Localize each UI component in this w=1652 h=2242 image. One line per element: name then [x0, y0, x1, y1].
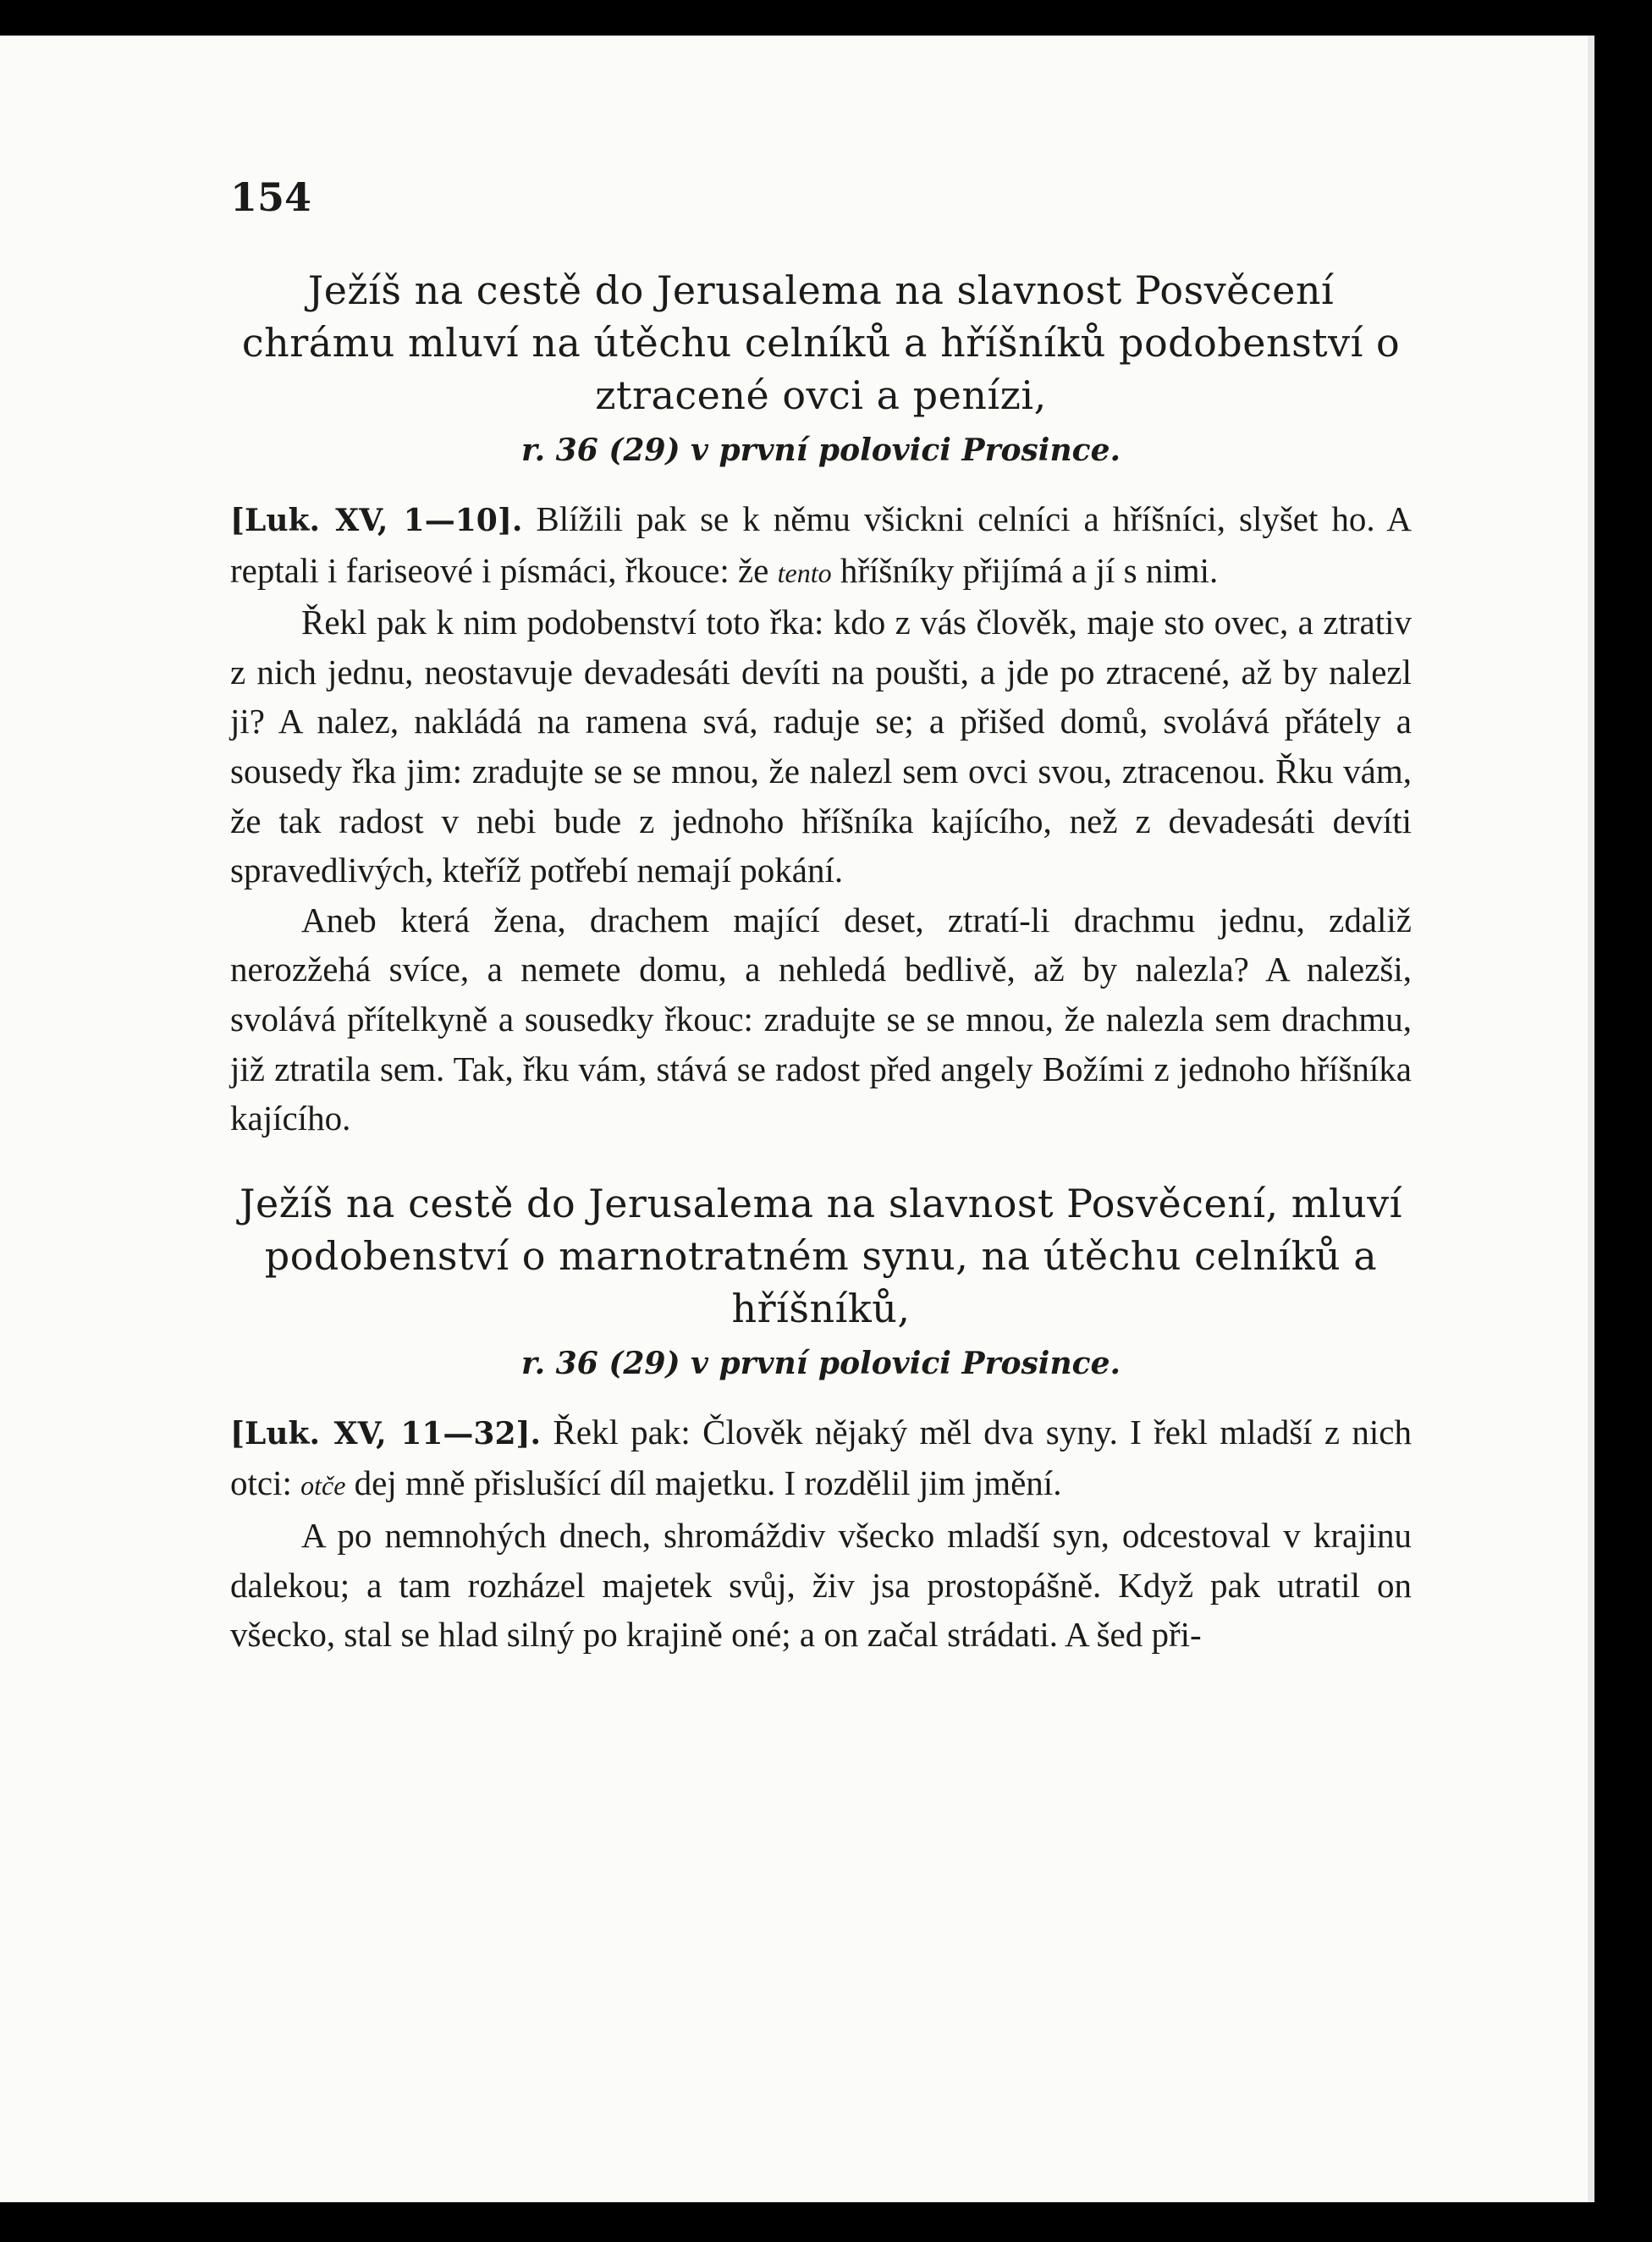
paragraph-text: hříšníky přijímá a jí s nimi. [831, 550, 1219, 590]
paragraph-text: Řekl pak: Člověk nějaký měl dva syny. I řekl mladší z nich otci: [230, 1412, 1412, 1503]
paragraph-far-country: A po nemnohých dnech, shromáždiv všecko mladší syn, odcestoval v krajinu dalekou; a tam rozházel majetek svůj, živ jsa prostopášně. Když pak utratil on všecko, stal se hlad silný po krajině oné; a on začal strádati. A šed při- [230, 1515, 1412, 1655]
paragraph-text: dej mně přislušící díl majetku. I rozdělil jim jmění. [345, 1463, 1062, 1503]
paragraph-lost-coin: Aneb která žena, drachem mající deset, ztratí-li drachmu jednu, zdaliž nerozžehá svíce, a nemete domu, a nehledá bedlivě, až by nalezla? A nalezši, svolává přítelkyně a sousedky řkouc: zradujte se se mnou, že nalezla sem drachmu, již ztratila sem. Tak, řku vám, stává se radost před angely Božími z jednoho hříšníka kajícího. [230, 900, 1412, 1138]
paragraph-intro [230, 494, 1412, 598]
scripture-reference: [Luk. XV, 1—10]. [230, 503, 523, 538]
italic-word: tento [777, 557, 832, 588]
scripture-reference: [Luk. XV, 11—32]. [230, 1415, 542, 1452]
section-date-line: r. 36 (29) v první polovici Prosince. [520, 1345, 1121, 1381]
italic-word: otče [300, 1470, 346, 1501]
paragraph-text: Blížili pak se k němu všickni celníci a hříšníci, slyšet ho. A reptali i fariseové i písmáci, řkouce: že [230, 499, 1412, 590]
paragraph-lost-sheep: Řekl pak k nim podobenství toto řka: kdo z vás člověk, maje sto ovec, a ztrativ z nich jednu, neostavuje devadesáti devíti na poušti, a jde po ztracené, až by nalezl ji? A nalez, nakládá na ramena svá, raduje se; a přišed domů, svolává přátely a sousedy řka jim: zradujte se se mnou, že nalezl sem ovci svou, ztracenou. Řku vám, že tak radost v nebi bude z jednoho hříšníka kajícího, než z devadesáti devíti spravedlivých, kteříž potřebí nemají pokání. [230, 603, 1412, 890]
page-edge-line [1588, 36, 1594, 2202]
page-number: 154 [230, 174, 312, 220]
paragraph-two-sons [230, 1407, 1412, 1511]
section-heading-lost-sheep: Ježíš na cestě do Jerusalema na slavnost Posvěcení chrámu mluví na útěchu celníků a hříšníků podobenství o ztracené ovci a penízi, [241, 267, 1401, 418]
text-column [230, 174, 1412, 1660]
section-date-line: r. 36 (29) v první polovici Prosince. [520, 432, 1121, 468]
section-heading-prodigal-son: Ježíš na cestě do Jerusalema na slavnost Posvěcení, mluví podobenství o marnotratném synu, na útěchu celníků a hříšníků, [240, 1180, 1402, 1331]
